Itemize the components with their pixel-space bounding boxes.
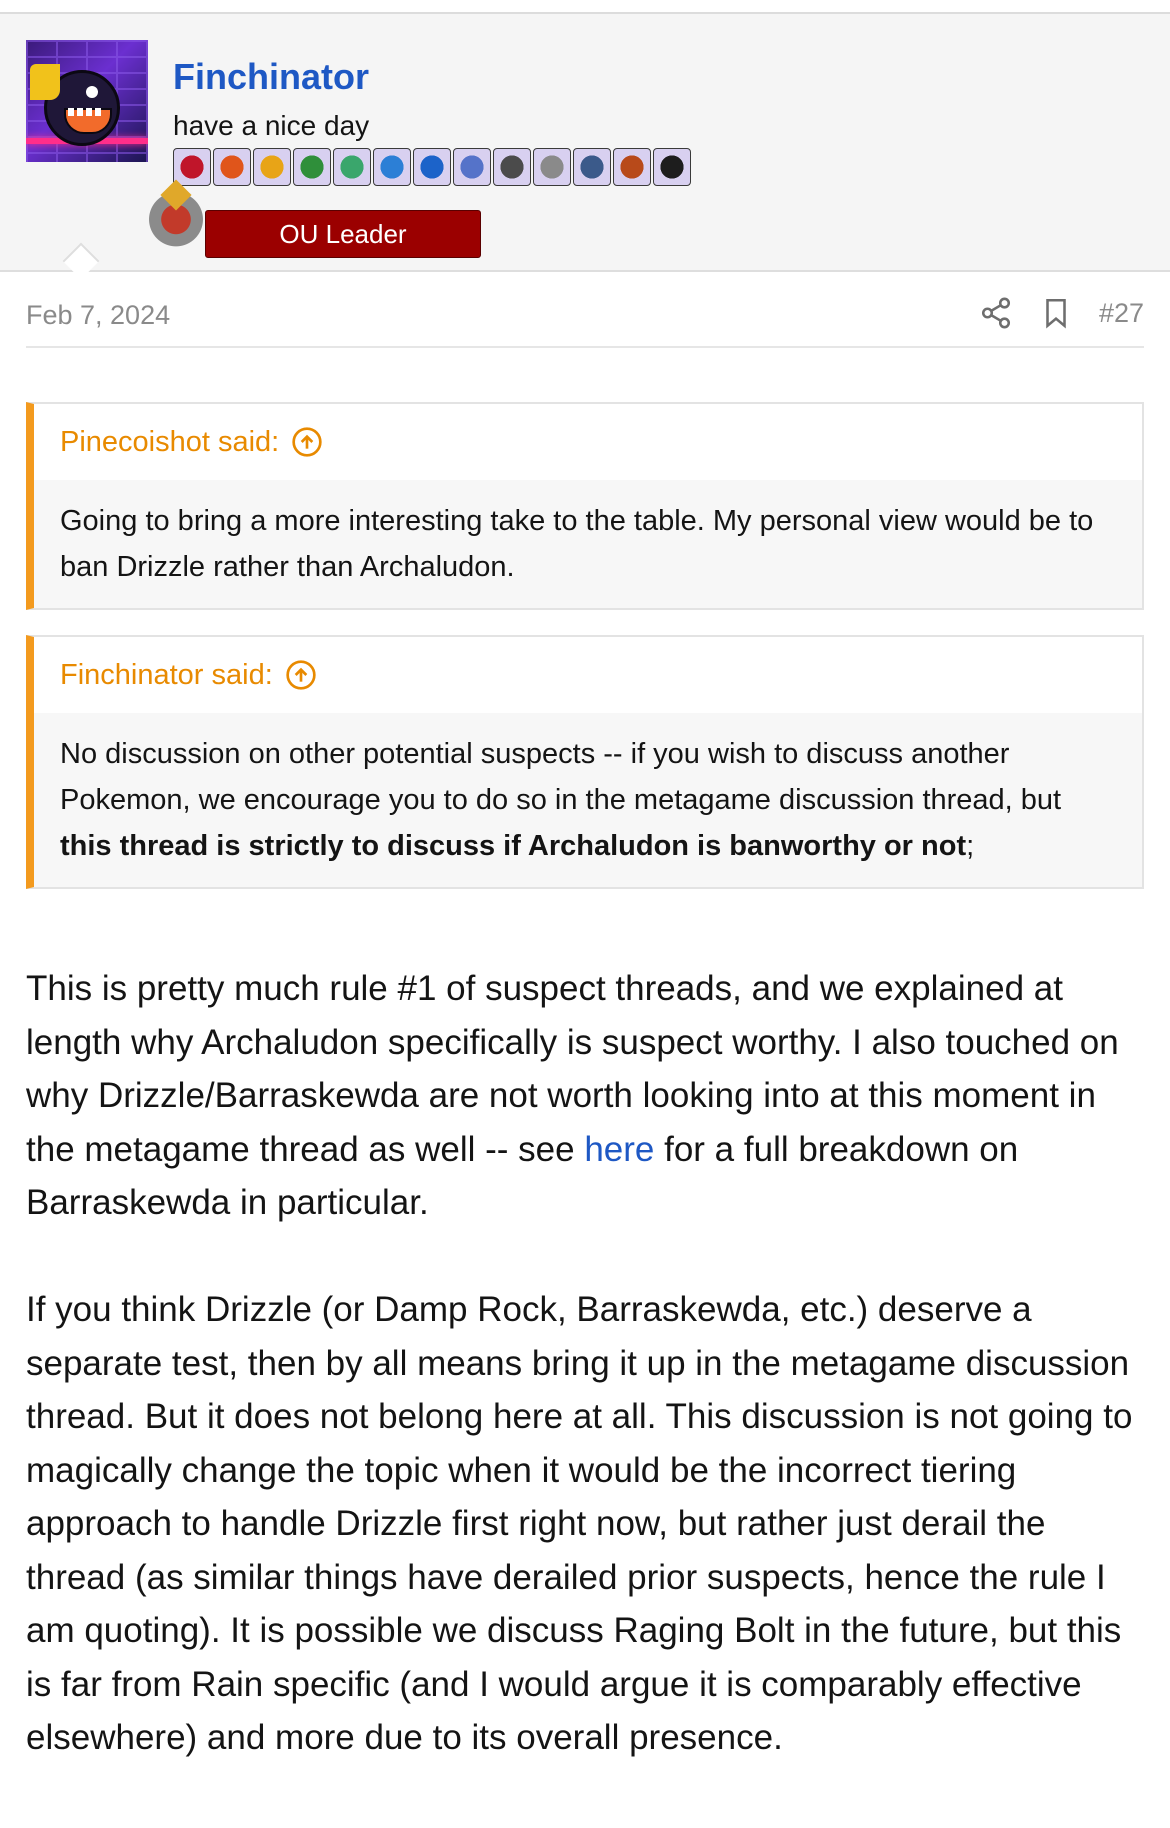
avatar-hair — [30, 64, 60, 100]
user-header — [0, 14, 1170, 272]
gym-badge-icon — [613, 148, 651, 186]
jump-to-quote-icon[interactable] — [291, 426, 323, 458]
gym-badge-icon — [213, 148, 251, 186]
quote-text: Going to bring a more interesting take to the table. My personal view would be to ban Drizzle rather than Archaludon. — [60, 505, 1094, 583]
share-icon[interactable] — [979, 296, 1013, 330]
quote-block-2 — [26, 635, 1144, 889]
quote-header[interactable] — [34, 637, 1142, 713]
body-paragraph — [26, 962, 1150, 1230]
body-paragraph: If you think Drizzle (or Damp Rock, Barraskewda, etc.) deserve a separate test, then by all means bring it up in the metagame discussion thread. But it does not belong here at all. This discussion is not going to magically change the topic when it would be the incorrect tiering approach to handle Drizzle first right now, but rather just derail the thread (as similar things have derailed prior suspects, hence the rule I am quoting). It is possible we discuss Raging Bolt in the future, but this is far from Rain specific (and I would argue it is comparably effective elsewhere) and more due to its overall presence. — [26, 1290, 1133, 1757]
quote-author[interactable]: Pinecoishot said: — [60, 425, 280, 458]
gym-badge-icon — [333, 148, 371, 186]
avatar-teeth — [68, 108, 104, 116]
gym-badge-icon — [373, 148, 411, 186]
rank-badge: OU Leader — [205, 210, 481, 258]
quote-text-normal: No discussion on other potential suspects -- if you wish to discuss another Pokemon, we encourage you to do so in the metagame discussion thread, but — [60, 738, 1062, 816]
quote-text-bold: this thread is strictly to discuss if Archaludon is banworthy or not — [60, 830, 967, 862]
quote-header[interactable] — [34, 404, 1142, 480]
paragraph-spacer — [26, 1230, 1150, 1284]
gym-badge-icon — [533, 148, 571, 186]
here-link[interactable]: here — [584, 1129, 655, 1169]
user-title: have a nice day — [173, 110, 370, 141]
gym-badge-icon — [173, 148, 211, 186]
gym-badge-icon — [253, 148, 291, 186]
body-text: for a full breakdown on Barraskewda in particular. — [26, 1129, 1019, 1222]
username-link[interactable]: Finchinator — [173, 56, 369, 97]
gym-badge-icon — [293, 148, 331, 186]
meta-divider — [26, 346, 1144, 348]
gym-badge-icon — [453, 148, 491, 186]
rank-mascot-icon — [145, 182, 207, 250]
post-date[interactable]: Feb 7, 2024 — [26, 300, 171, 330]
bookmark-icon[interactable] — [1039, 296, 1073, 330]
quote-text — [34, 713, 1142, 887]
post-body — [26, 962, 1150, 1765]
quote-block-1 — [26, 402, 1144, 610]
gym-badge-icon — [653, 148, 691, 186]
gym-badge-icon — [413, 148, 451, 186]
gym-badge-icon — [573, 148, 611, 186]
post-actions — [979, 296, 1144, 330]
user-avatar[interactable] — [26, 40, 148, 162]
jump-to-quote-icon[interactable] — [285, 659, 317, 691]
avatar-eye — [86, 86, 98, 98]
badge-row — [173, 148, 703, 186]
quote-text-tail: ; — [966, 830, 975, 862]
post-number[interactable]: #27 — [1098, 297, 1144, 328]
quote-author[interactable]: Finchinator said: — [60, 658, 273, 691]
gym-badge-icon — [493, 148, 531, 186]
body-text: This is pretty much rule #1 of suspect threads, and we explained at length why Archaludon specifically is suspect worthy. I also touched on why Drizzle/Barraskewda are not worth looking into at this moment in the metagame thread as well -- see — [26, 969, 1119, 1169]
